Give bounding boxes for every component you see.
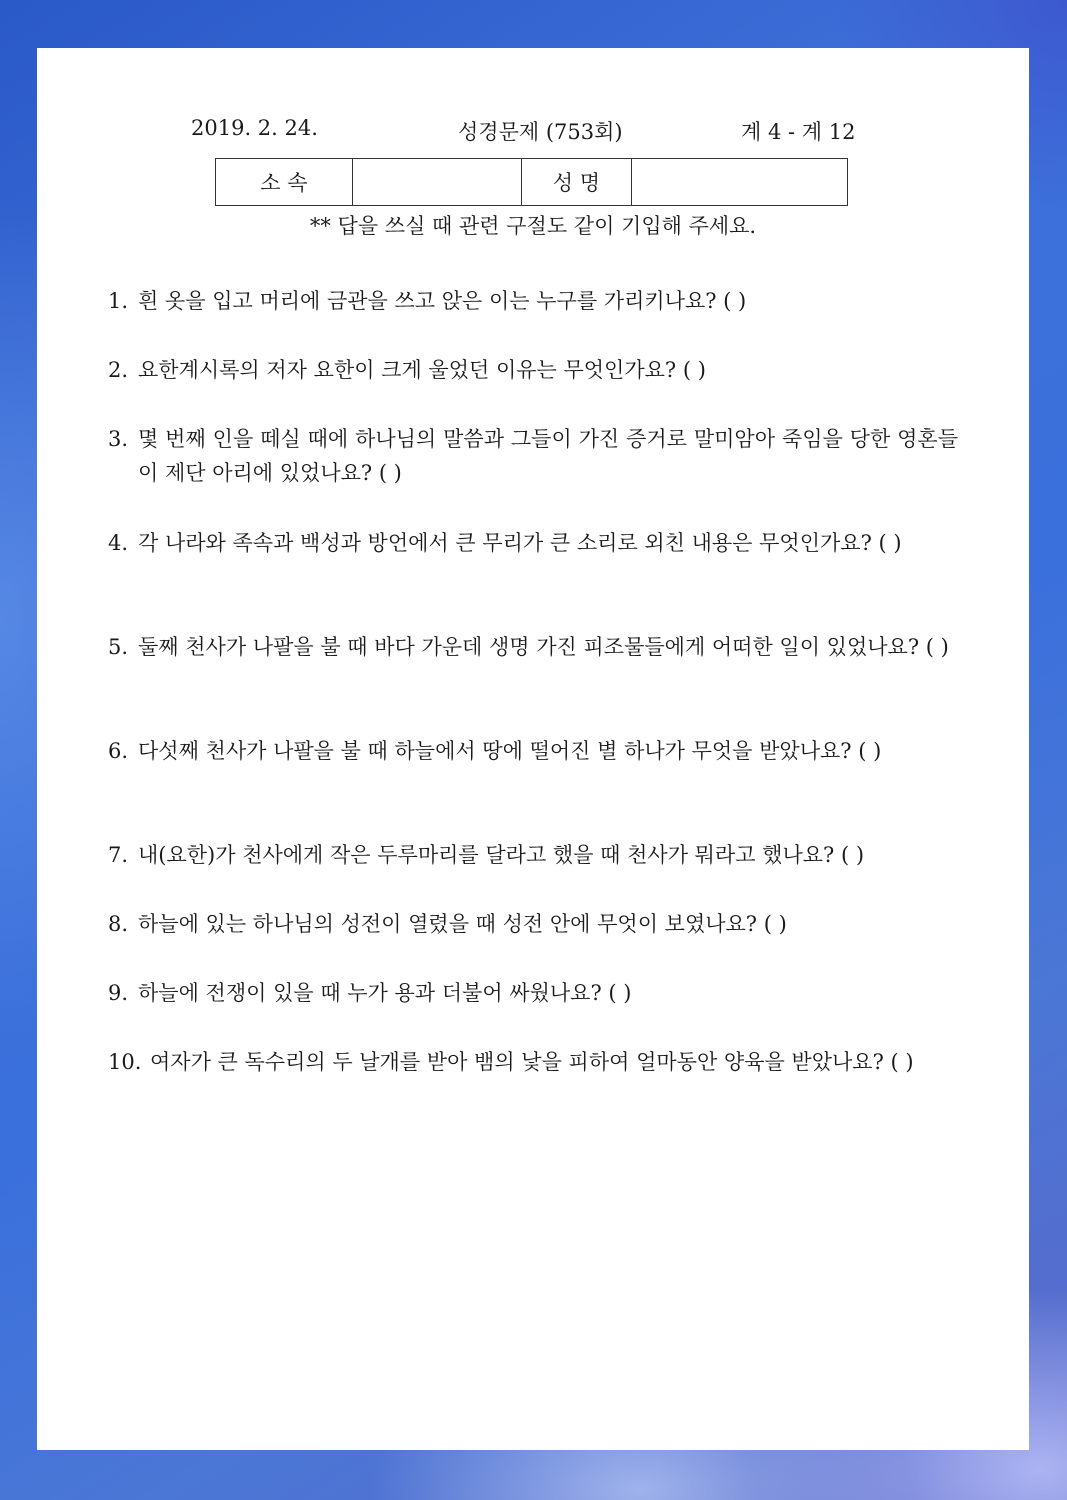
date: 2019. 2. 24. bbox=[191, 116, 318, 140]
question-text: 내(요한)가 천사에게 작은 두루마리를 달라고 했을 때 천사가 뭐라고 했나요? ( ) bbox=[138, 843, 865, 867]
question-10 bbox=[108, 1045, 958, 1079]
question-8 bbox=[108, 907, 958, 941]
question-text: 각 나라와 족속과 백성과 방언에서 큰 무리가 큰 소리로 외친 내용은 무엇인가요? ( ) bbox=[138, 531, 902, 555]
question-text: 다섯째 천사가 나팔을 불 때 하늘에서 땅에 떨어진 별 하나가 무엇을 받았나요? ( ) bbox=[138, 739, 882, 763]
question-number: 1. bbox=[108, 289, 129, 313]
question-6 bbox=[108, 734, 958, 768]
instruction-note: ** 답을 쓰실 때 관련 구절도 같이 기입해 주세요. bbox=[309, 214, 757, 238]
worksheet-title: 성경문제 (753회) bbox=[458, 120, 623, 144]
question-9 bbox=[108, 976, 958, 1010]
header bbox=[37, 116, 1029, 146]
question-2 bbox=[108, 353, 958, 387]
question-number: 2. bbox=[108, 358, 129, 382]
question-text: 요한계시록의 저자 요한이 크게 울었던 이유는 무엇인가요? ( ) bbox=[138, 358, 706, 382]
question-text: 하늘에 있는 하나님의 성전이 열렸을 때 성전 안에 무엇이 보였나요? ( ) bbox=[138, 912, 787, 936]
info-table bbox=[215, 158, 848, 206]
question-text: 몇 번째 인을 떼실 때에 하나님의 말씀과 그들이 가진 증거로 말미암아 죽임을 당한 영혼들이 제단 아리에 있었나요? ( ) bbox=[138, 427, 958, 485]
question-3 bbox=[108, 422, 958, 490]
question-number: 4. bbox=[108, 531, 129, 555]
affiliation-label: 소 속 bbox=[216, 159, 353, 206]
question-text: 흰 옷을 입고 머리에 금관을 쓰고 앉은 이는 누구를 가리키나요? ( ) bbox=[138, 289, 747, 313]
question-number: 3. bbox=[108, 427, 129, 451]
question-text: 여자가 큰 독수리의 두 날개를 받아 뱀의 낯을 피하여 얼마동안 양육을 받았나요? ( ) bbox=[150, 1050, 914, 1074]
chapter-range: 계 4 - 계 12 bbox=[741, 120, 856, 144]
question-1 bbox=[108, 284, 958, 318]
question-4 bbox=[108, 526, 958, 560]
name-field[interactable] bbox=[632, 159, 848, 206]
affiliation-field[interactable] bbox=[352, 159, 521, 206]
question-number: 9. bbox=[108, 981, 129, 1005]
question-number: 8. bbox=[108, 912, 129, 936]
question-number: 5. bbox=[108, 635, 129, 659]
question-number: 6. bbox=[108, 739, 129, 763]
worksheet-page bbox=[37, 48, 1029, 1450]
question-number: 10. bbox=[108, 1050, 142, 1074]
question-5 bbox=[108, 630, 958, 664]
question-text: 둘째 천사가 나팔을 불 때 바다 가운데 생명 가진 피조물들에게 어떠한 일이 있었나요? ( ) bbox=[138, 635, 949, 659]
name-label: 성 명 bbox=[521, 159, 632, 206]
question-7 bbox=[108, 838, 958, 872]
question-number: 7. bbox=[108, 843, 129, 867]
question-text: 하늘에 전쟁이 있을 때 누가 용과 더불어 싸웠나요? ( ) bbox=[138, 981, 632, 1005]
